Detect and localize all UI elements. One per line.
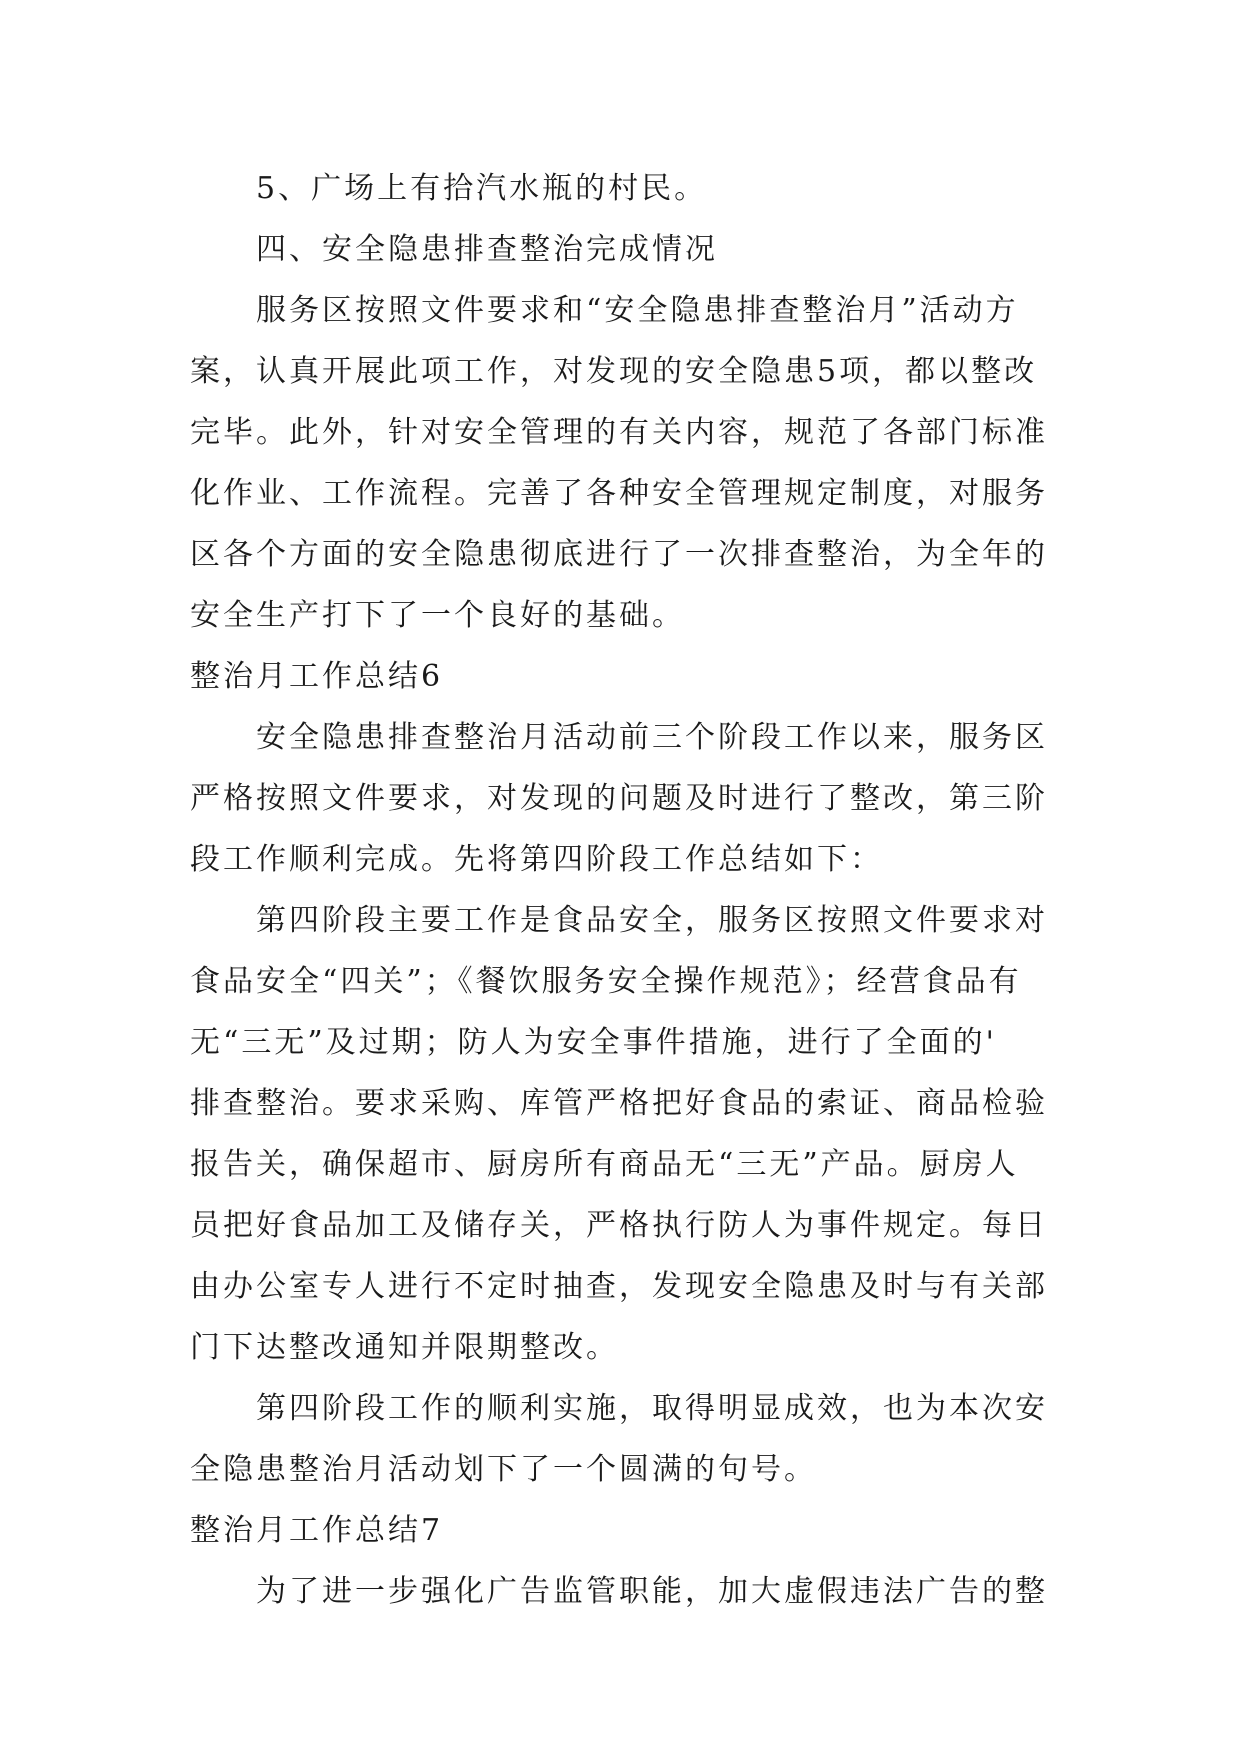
paragraph-line: 完毕。此外，针对安全管理的有关内容，规范了各部门标准 [190,415,1048,450]
paragraph-line: 员把好食品加工及储存关，严格执行防人为事件规定。每日 [190,1208,1048,1243]
article-title-7: 整治月工作总结7 [190,1513,444,1548]
paragraph-line: 化作业、工作流程。完善了各种安全管理规定制度，对服务 [190,476,1048,511]
paragraph-line: 区各个方面的安全隐患彻底进行了一次排查整治，为全年的 [190,537,1048,572]
paragraph-line: 食品安全“四关”；《餐饮服务安全操作规范》；经营食品有 [190,964,1022,999]
paragraph-line: 全隐患整治月活动划下了一个圆满的句号。 [190,1452,817,1487]
section-heading-4: 四、安全隐患排查整治完成情况 [256,232,718,267]
paragraph-line: 无“三无”及过期；防人为安全事件措施，进行了全面的' [190,1025,997,1060]
paragraph-line: 为了进一步强化广告监管职能，加大虚假违法广告的整 [256,1574,1048,1609]
paragraph-line: 服务区按照文件要求和“安全隐患排查整治月”活动方 [256,293,1019,328]
paragraph-line: 安全生产打下了一个良好的基础。 [190,598,685,633]
paragraph-line: 严格按照文件要求，对发现的问题及时进行了整改，第三阶 [190,781,1048,816]
paragraph-line: 由办公室专人进行不定时抽查，发现安全隐患及时与有关部 [190,1269,1048,1304]
paragraph-line: 第四阶段工作的顺利实施，取得明显成效，也为本次安 [256,1391,1048,1426]
document-body [190,158,1052,1622]
article-title-6: 整治月工作总结6 [190,659,444,694]
paragraph-line: 案，认真开展此项工作，对发现的安全隐患5项，都以整改 [190,354,1038,389]
list-item-5: 5、广场上有拾汽水瓶的村民。 [256,171,708,206]
paragraph-line: 门下达整改通知并限期整改。 [190,1330,619,1365]
paragraph-line: 安全隐患排查整治月活动前三个阶段工作以来，服务区 [256,720,1048,755]
paragraph-line: 排查整治。要求采购、库管严格把好食品的索证、商品检验 [190,1086,1048,1121]
paragraph-line: 第四阶段主要工作是食品安全，服务区按照文件要求对 [256,903,1048,938]
paragraph-line: 报告关，确保超市、厨房所有商品无“三无”产品。厨房人 [190,1147,1019,1182]
paragraph-line: 段工作顺利完成。先将第四阶段工作总结如下： [190,842,883,877]
